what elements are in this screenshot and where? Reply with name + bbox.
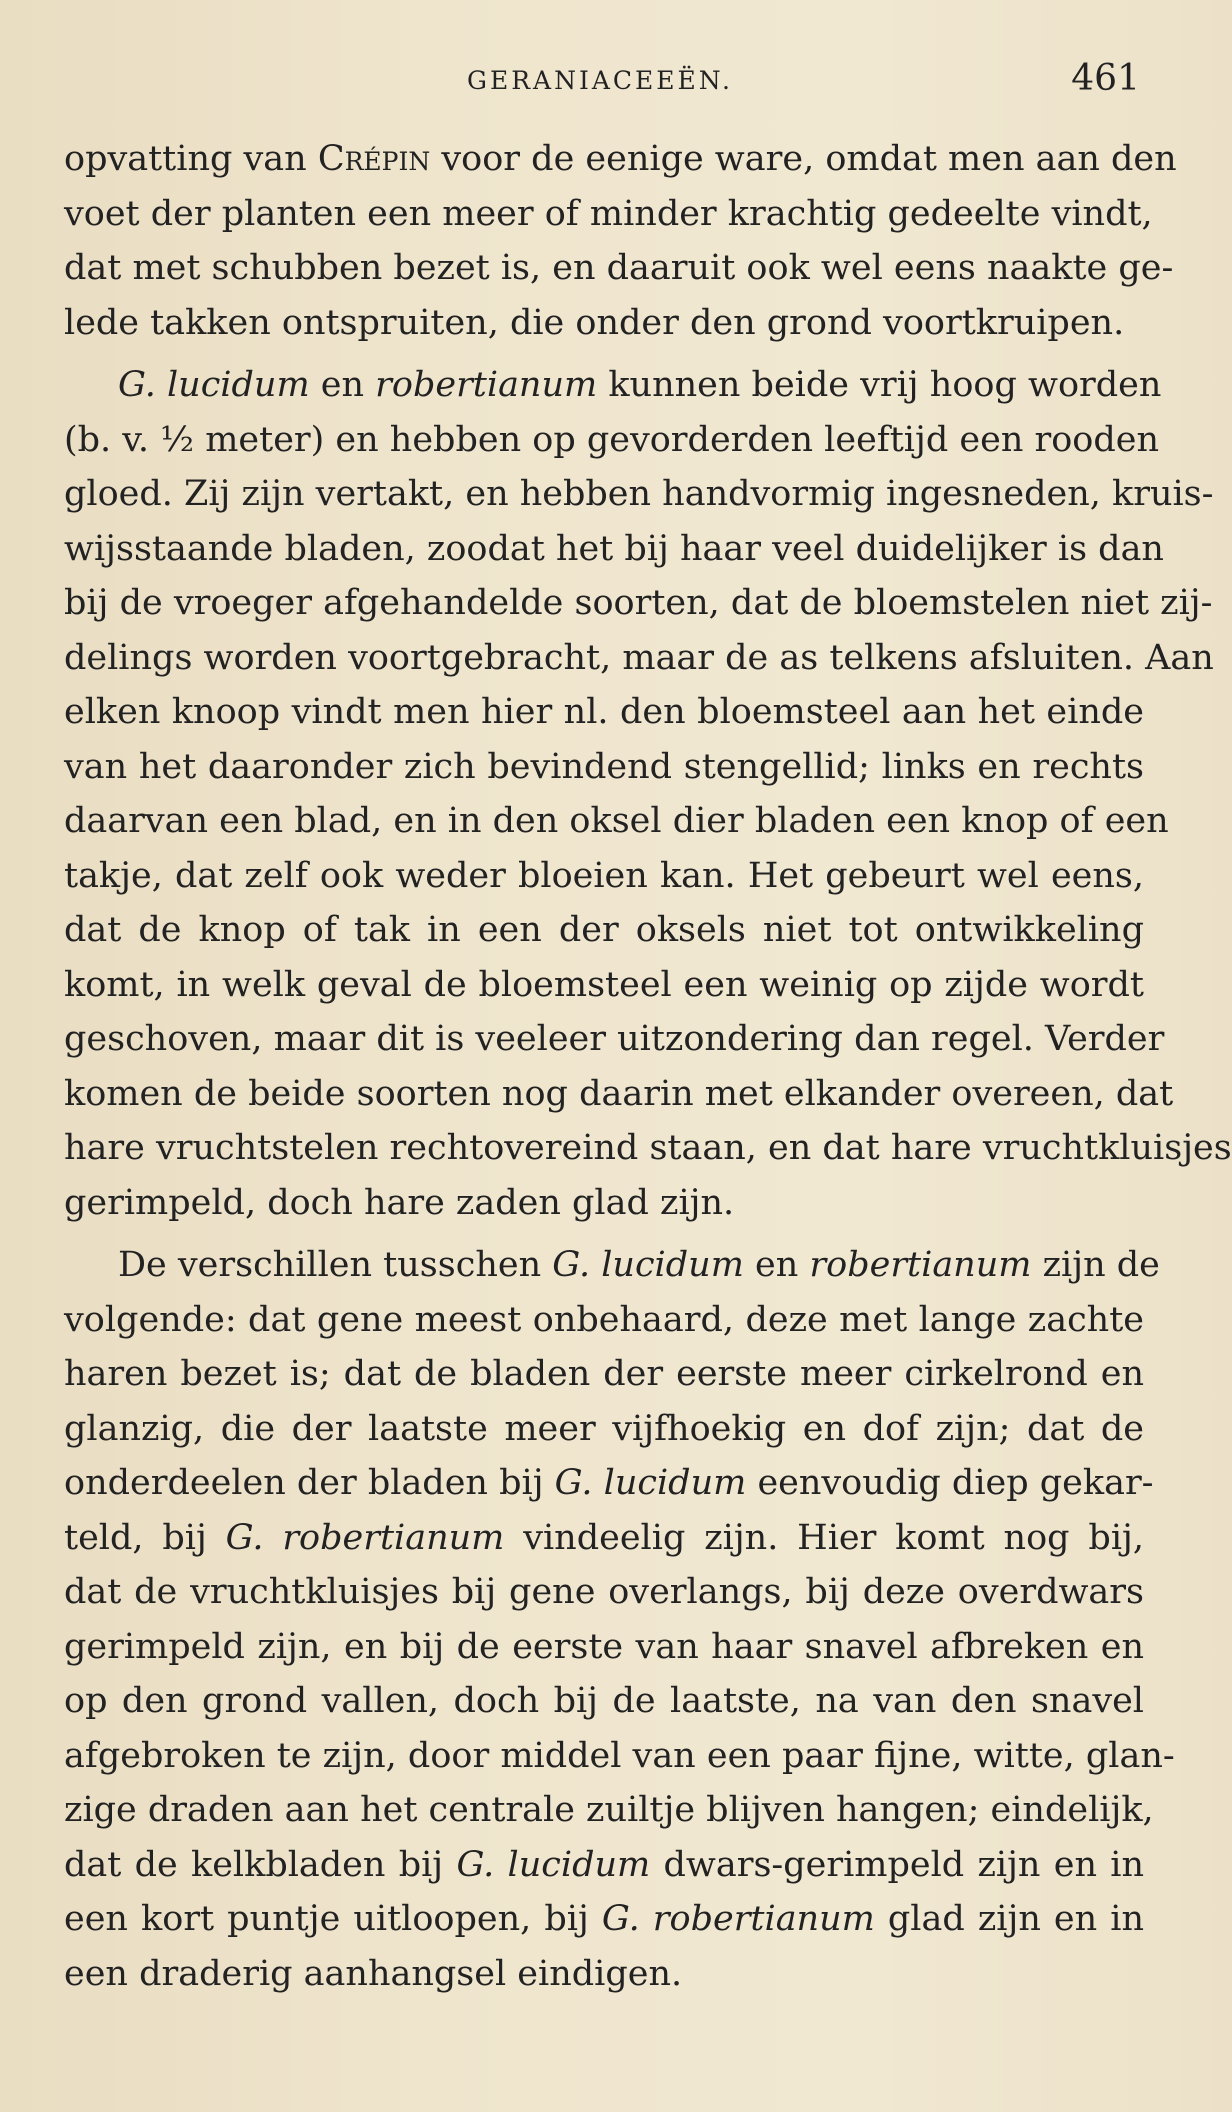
text-line: een draderig aanhangsel eindigen.	[64, 1953, 683, 1994]
text-line: delings worden voortgebracht, maar de as telkens afsluiten. Aan	[64, 637, 1214, 678]
text-line: teld, bij G. robertianum vindeelig zijn. Hier komt nog bij,	[64, 1517, 1144, 1558]
text-line: zige draden aan het centrale zuiltje blijven hangen; eindelijk,	[64, 1790, 1154, 1830]
text-line: een kort puntje uitloopen, bij G. robertianum glad zijn en in	[64, 1899, 1144, 1939]
text-line: De verschillen tusschen G. lucidum en robertianum zijn de	[118, 1245, 1160, 1285]
species-name: G. lucidum	[118, 365, 310, 405]
species-name: G. lucidum	[456, 1844, 651, 1885]
text-line: geschoven, maar dit is veeleer uitzondering dan regel. Verder	[64, 1019, 1165, 1059]
text-line: gerimpeld, doch hare zaden glad zijn.	[64, 1182, 735, 1223]
text-line: dat de vruchtkluisjes bij gene overlangs, bij deze overdwars	[64, 1572, 1144, 1612]
text-line: op den grond vallen, doch bij de laatste, na van den snavel	[64, 1681, 1144, 1721]
species-name: G. robertianum	[601, 1899, 875, 1939]
species-name: robertianum	[375, 365, 598, 405]
page-header	[60, 58, 1140, 118]
text-line: glanzig, die der laatste meer vijfhoekig en dof zijn; dat de	[64, 1408, 1144, 1449]
text-line: dat de kelkbladen bij G. lucidum dwars-gerimpeld zijn en in	[64, 1844, 1145, 1885]
text-line: takje, dat zelf ook weder bloeien kan. Het gebeurt wel eens,	[64, 855, 1144, 896]
text-line: G. lucidum en robertianum kunnen beide vrij hoog worden	[118, 365, 1162, 405]
text-line: wijsstaande bladen, zoodat het bij haar veel duidelijker is dan	[64, 528, 1164, 569]
running-head: GERANIACEEËN.	[466, 66, 733, 95]
paragraph	[64, 1238, 1175, 2001]
text-line: afgebroken te zijn, door middel van een paar fijne, witte, glan-	[64, 1735, 1175, 1776]
text-line: elken knoop vindt men hier nl. den bloemsteel aan het einde	[64, 692, 1144, 732]
text-line: komt, in welk geval de bloemsteel een weinig op zijde wordt	[64, 964, 1144, 1005]
body-text	[64, 132, 1232, 2001]
text-line: bij de vroeger afgehandelde soorten, dat de bloemstelen niet zij-	[64, 583, 1213, 623]
text-line: gloed. Zij zijn vertakt, en hebben handvormig ingesneden, kruis-	[64, 474, 1214, 514]
text-line: (b. v. ½ meter) en hebben op gevorderden leeftijd een rooden	[64, 419, 1160, 460]
species-name: G. lucidum	[554, 1463, 747, 1503]
text-line: dat de knop of tak in een der oksels niet tot ontwikkeling	[64, 910, 1144, 950]
text-line: onderdeelen der bladen bij G. lucidum eenvoudig diep gekar-	[64, 1463, 1154, 1503]
text-line: volgende: dat gene meest onbehaard, deze met lange zachte	[64, 1299, 1144, 1340]
text-line: opvatting van Crépin voor de eenige ware, omdat men aan den	[64, 139, 1177, 179]
text-line: hare vruchtstelen rechtovereind staan, en dat hare vruchtkluisjes	[64, 1128, 1232, 1168]
text-line: van het daaronder zich bevindend stengellid; links en rechts	[64, 746, 1144, 787]
text-line: gerimpeld zijn, en bij de eerste van haar snavel afbreken en	[64, 1626, 1144, 1667]
text-line: voet der planten een meer of minder krachtig gedeelte vindt,	[64, 193, 1153, 234]
paragraph-gap	[64, 350, 1144, 358]
page-number: 461	[1071, 58, 1140, 99]
paragraph	[64, 132, 1177, 350]
paragraph	[64, 358, 1232, 1230]
text-line: komen de beide soorten nog daarin met elkander overeen, dat	[64, 1073, 1174, 1114]
author-name: Crépin	[317, 139, 431, 179]
species-name: robertianum	[809, 1245, 1032, 1285]
text-line: haren bezet is; dat de bladen der eerste meer cirkelrond en	[64, 1354, 1144, 1394]
text-line: lede takken ontspruiten, die onder den grond voortkruipen.	[64, 302, 1125, 343]
species-name: G. robertianum	[225, 1517, 505, 1558]
text-line: daarvan een blad, en in den oksel dier bladen een knop of een	[64, 801, 1169, 841]
text-line: dat met schubben bezet is, en daaruit ook wel eens naakte ge-	[64, 248, 1174, 288]
species-name: G. lucidum	[552, 1245, 744, 1285]
paragraph-gap	[64, 1230, 1144, 1238]
